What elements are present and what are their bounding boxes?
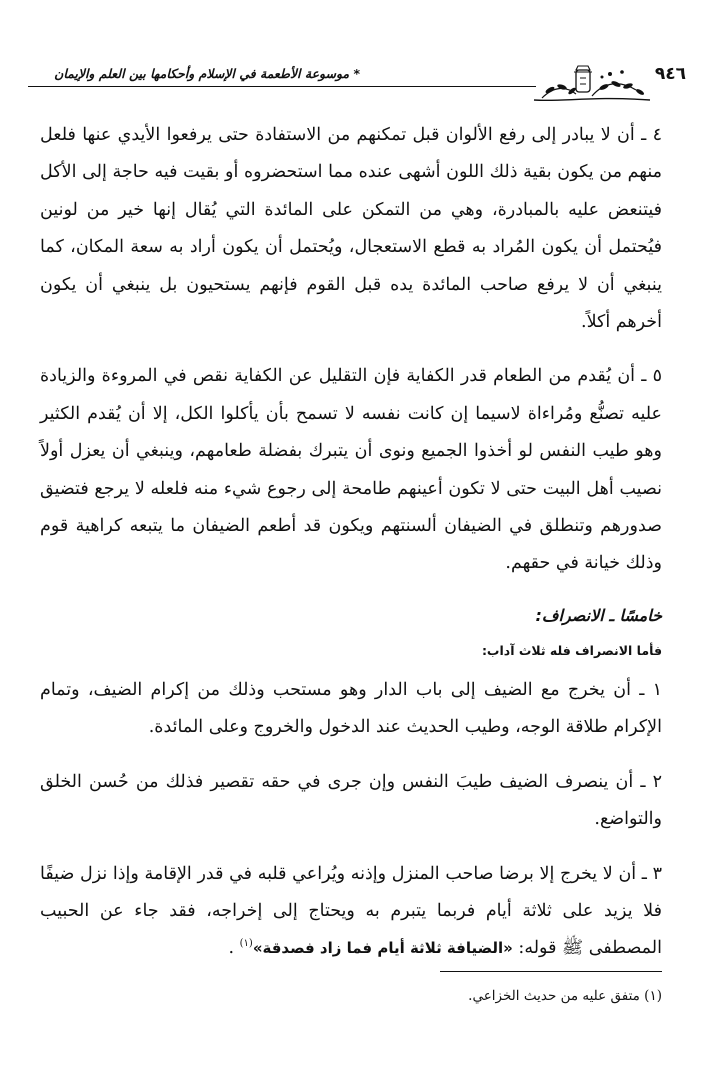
list-item-1: ١ ـ أن يخرج مع الضيف إلى باب الدار وهو مستحب وذلك من إكرام الضيف، وتمام الإكرام طلاقة الوجه، وطيب الحديث عند الدخول والخروج وعلى المائدة. — [40, 679, 662, 738]
footnote-divider — [440, 971, 662, 972]
list-item-3 — [40, 856, 662, 968]
section-subheading: فأما الانصراف فله ثلاث آداب: — [481, 642, 662, 658]
list-item-3-end: . — [228, 938, 240, 959]
header-rule — [28, 86, 536, 87]
running-title: * موسوعة الأطعمة في الإسلام وأحكامها بين العلم والإيمان — [54, 66, 360, 81]
footnote: (١) متفق عليه من حديث الخزاعي. — [468, 988, 662, 1004]
section-heading: خامسًا ـ الانصراف: — [535, 605, 662, 625]
paragraph-item-5: ٥ ـ أن يُقدم من الطعام قدر الكفاية فإن التقليل عن الكفاية نقص في المروءة والزيادة عليه تصنُّع ومُراءاة لاسيما إن كانت نفسه لا تسمح بأن يأكلوا الكل، إلا أن يُقدم الكثير وهو طيب النفس لو أخذوا الجميع ونوى أن يتبرك بفضلة طعامهم، وينبغي أن يعزل أولاً نصيب أهل البيت حتى لا تكون أعينهم طامحة إلى رجوع شيء منه فلعله لا يرجع فتضيق صدورهم وتنطلق في الضيفان ألسنتهم ويكون قد أطعم الضيفان ما يتبعه كراهية قوم وذلك خيانة في حقهم. — [40, 366, 662, 574]
paragraph-item-4: ٤ ـ أن لا يبادر إلى رفع الألوان قبل تمكنهم من الاستفادة حتى يرفعوا الأيدي عنها فلعل منهم من يكون بقية ذلك اللون أشهى عنده مما استحضروه أو بقيت فيه حاجة إلى الأكل فيتنعض عليه بالمبادرة، وهي من التمكن على المائدة التي يُقال إنها خير من لونين فيُحتمل أن يكون المُراد به قطع الاستعجال، ويُحتمل أن يكون أراد به سعة المكان، كما ينبغي أن لا يرفع صاحب المائدة يده قبل القوم فإنهم يستحيون بل ينبغي أن يكون أخرهم أكلاً. — [40, 125, 662, 333]
list-item-2: ٢ ـ أن ينصرف الضيف طيبَ النفس وإن جرى في حقه تقصير فذلك من حُسن الخلق والتواضع. — [40, 771, 662, 830]
hadith-quote: «الضيافة ثلاثة أيام فما زاد فصدقة» — [252, 939, 513, 958]
page-number: ٩٤٦ — [654, 64, 686, 84]
list-item-3-text: ٣ ـ أن لا يخرج إلا برضا صاحب المنزل وإذنه ويُراعي قلبه في قدر الإقامة وإذا نزل ضيفًا فلا يزيد على ثلاثة أيام فربما يتبرم به ويحتاج إلى إخراجه، فقد جاء عن الحبيب المصطفى ﷺ قوله: — [40, 863, 662, 959]
running-header — [28, 58, 686, 102]
floral-ornament-icon — [532, 60, 652, 106]
footnote-marker[interactable]: (١) — [239, 938, 253, 950]
page-body — [40, 117, 662, 985]
